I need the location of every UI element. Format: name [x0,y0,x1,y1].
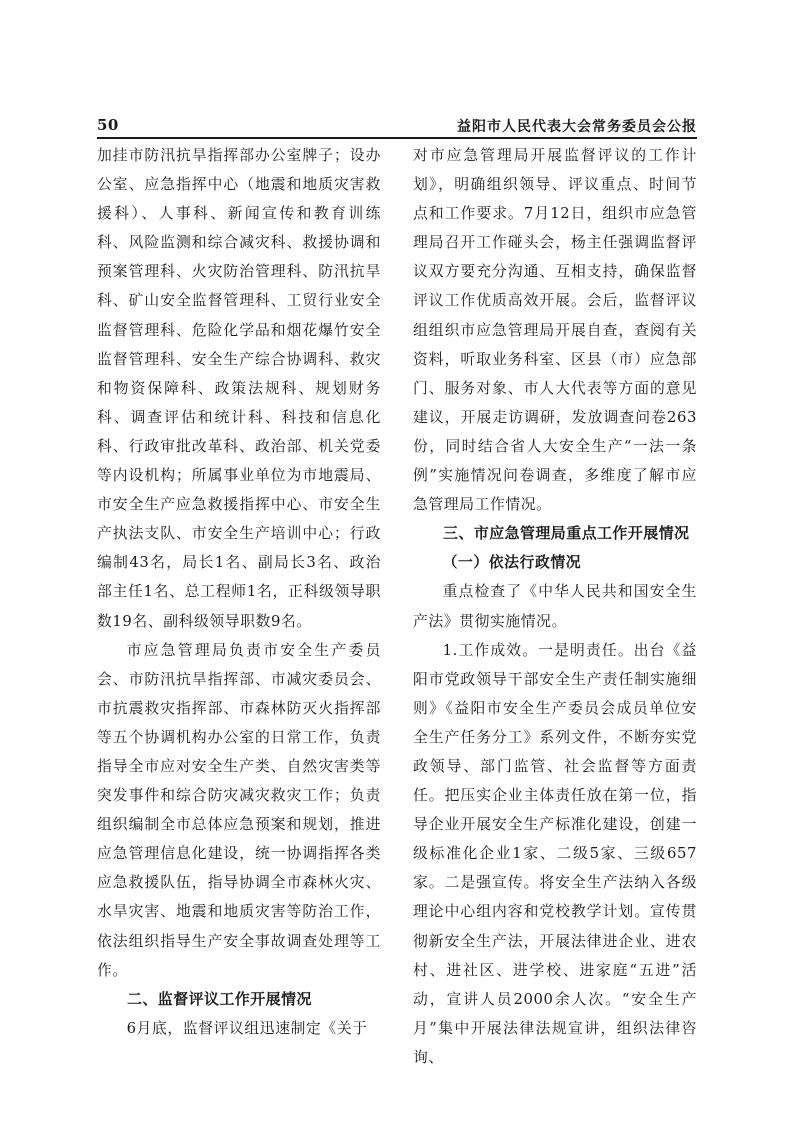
section-heading-3: 三、市应急管理局重点工作开展情况 [443,524,690,543]
right-paragraph-2: 重点检查了《中华人民共和国安全生产法》贯彻实施情况。 [413,583,697,630]
journal-title: 益阳市人民代表大会常务委员会公报 [457,119,697,135]
section-heading-2: 二、监督评议工作开展情况 [127,989,312,1008]
right-paragraph-1: 对市应急管理局开展监督评议的工作计划》，明确组织领导、评议重点、时间节点和工作要求。7月12日，组织市应急管理局召开工作碰头会，杨主任强调监督评议双方要充分沟通、互相支持，确保监督评议工作优质高效开展。会后，监督评议组组织市应急管理局开展自查，查阅有关资料，听取业务科室、区县（市）应急部门、服务对象、市人大代表等方面的意见建议，开展走访调研，发放调查问卷263份，同时结合省人大安全生产“一法一条例”实施情况问卷调查，多维度了解市应急管理局工作情况。 [413,147,697,514]
right-paragraph-3: 1.工作成效。一是明责任。出台《益阳市党政领导干部安全生产责任制实施细则》《益阳市安全生产委员会成员单位安全生产任务分工》系列文件，不断夯实党政领导、部门监管、社会监督等方面责任。把压实企业主体责任放在第一位，指导企业开展安全生产标准化建设，创建一级标准化企业1家、二级5家、三级657家。二是强宣传。将安全生产法纳入各级理论中心组内容和党校教学计划。宣传贯彻新安全生产法，开展法律进企业、进农村、进社区、进学校、进家庭“五进”活动，宣讲人员2000余人次。“安全生产月”集中开展法律法规宣讲，组织法律咨询、 [413,641,697,1066]
right-column [413,141,697,1072]
subsection-heading-1: （一）依法行政情况 [442,554,582,572]
left-paragraph-3: 6月底，监督评议组迅速制定《关于 [126,1019,368,1037]
left-paragraph-2: 市应急管理局负责市安全生产委员会、市防汛抗旱指挥部、市减灾委员会、市抗震救灾指挥部、市森林防灭火指挥部等五个协调机构办公室的日常工作，负责指导全市应对安全生产类、自然灾害类等突发事件和综合防灾减灾救灾工作；负责组织编制全市总体应急预案和规划，推进应急管理信息化建设，统一协调指挥各类应急救援队伍，指导协调全市森林火灾、水旱灾害、地震和地质灾害等防治工作，依法组织指导生产安全事故调查处理等工作。 [97,641,381,979]
page-number: 50 [97,116,119,134]
left-paragraph-1: 加挂市防汛抗旱指挥部办公室牌子；设办公室、应急指挥中心（地震和地质灾害救援科）、人事科、新闻宣传和教育训练科、风险监测和综合减灾科、救援协调和预案管理科、火灾防治管理科、防汛抗旱科、矿山安全监督管理科、工贸行业安全监督管理科、危险化学品和烟花爆竹安全监督管理科、安全生产综合协调科、救灾和物资保障科、政策法规科、规划财务科、调查评估和统计科、科技和信息化科、行政审批改革科、政治部、机关党委等内设机构；所属事业单位为市地震局、市安全生产应急救援指挥中心、市安全生产执法支队、市安全生产培训中心；行政编制43名，局长1名、副局长3名、政治部主任1名、总工程师1名，正科级领导职数19名、副科级领导职数9名。 [97,147,381,630]
header-rule [97,137,697,139]
page-header [97,114,697,138]
left-column [97,141,381,1043]
